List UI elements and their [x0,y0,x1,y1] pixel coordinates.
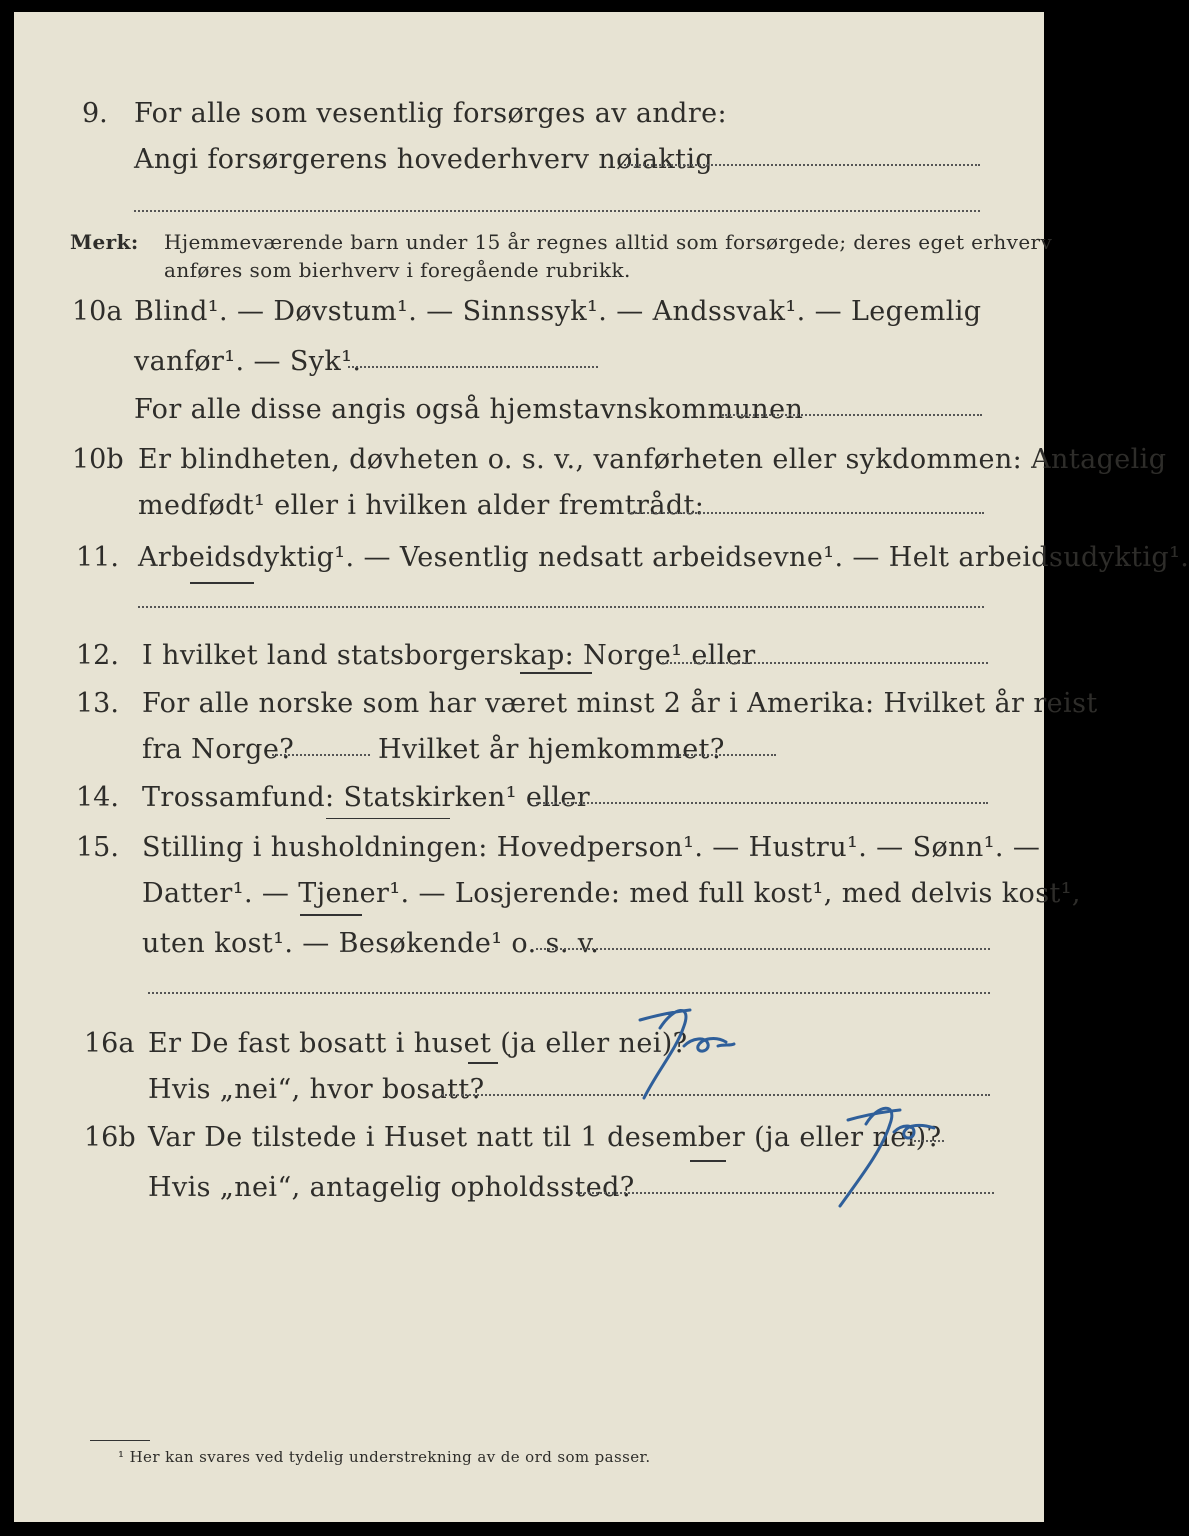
q13-reist-line[interactable] [272,754,370,756]
q15-text-line3: uten kost¹. — Besøkende¹ o. s. v. [142,928,600,959]
footnote-rule [90,1440,150,1441]
q13-text-line2a: fra Norge? [142,734,295,765]
q10b-text-line1: Er blindheten, døvheten o. s. v., vanførheten eller sykdommen: Antagelig [138,444,1167,475]
q10b-text-line2: medfødt¹ eller i hvilken alder fremtrådt: [138,490,705,521]
q15-answer-line[interactable] [536,948,990,950]
merk-text-line2: anføres som bierhverv i foregående rubrikk. [164,258,631,282]
q10a-text-line3: For alle disse angis også hjemstavnskommunen [134,394,804,425]
q15-answer-line-2[interactable] [148,992,990,994]
q10a-text-line1: Blind¹. — Døvstum¹. — Sinnssyk¹. — Andssvak¹. — Legemlig [134,296,982,327]
q16b-handwritten-answer [804,1094,944,1214]
q13-text-line2b: Hvilket år hjemkommet? [378,734,725,765]
q12-number: 12. [76,640,119,671]
q16a-text-line2: Hvis „nei“, hvor bosatt? [148,1074,485,1105]
q11-answer-line[interactable] [138,606,984,608]
q16a-handwritten-answer [614,998,744,1108]
q15-tjener-underline [300,914,362,916]
q13-number: 13. [76,688,119,719]
q10a-answer-line[interactable] [348,366,598,368]
q12-answer-line[interactable] [662,662,988,664]
q11-number: 11. [76,542,119,573]
q14-answer-line[interactable] [536,802,988,804]
q14-text-line1: Trossamfund: Statskirken¹ eller [142,782,591,813]
q9-number: 9. [82,98,108,129]
q14-statskirken-underline [326,818,450,819]
q9-answer-line[interactable] [624,164,980,166]
q16a-text-line1: Er De fast bosatt i huset (ja eller nei)? [148,1028,688,1059]
q16a-ja-underline [468,1062,498,1064]
q14-number: 14. [76,782,119,813]
q11-text-line1: Arbeidsdyktig¹. — Vesentlig nedsatt arbeidsevne¹. — Helt arbeidsudyktig¹. [138,542,1189,573]
q12-text-line1: I hvilket land statsborgerskap: Norge¹ eller [142,640,756,671]
q9-answer-line-2[interactable] [134,210,980,212]
q10a-number: 10a [72,296,123,327]
q12-norge-underline [520,672,592,674]
census-form-page [14,12,1189,1522]
q15-number: 15. [76,832,119,863]
merk-label: Merk: [70,230,139,254]
q13-text-line1: For alle norske som har været minst 2 år i Amerika: Hvilket år reist [142,688,1098,719]
q10b-number: 10b [72,444,124,475]
footnote-text: ¹ Her kan svares ved tydelig understrekning av de ord som passer. [118,1448,651,1466]
q15-text-line2: Datter¹. — Tjener¹. — Losjerende: med full kost¹, med delvis kost¹, [142,878,1081,909]
q16a-number: 16a [84,1028,135,1059]
merk-text-line1: Hjemmeværende barn under 15 år regnes alltid som forsørgede; deres eget erhverv [164,230,1053,254]
q9-text-line1: For alle som vesentlig forsørges av andre: [134,98,728,129]
q10a-text-line2: vanfør¹. — Syk¹. [134,346,362,377]
q16b-ja-underline [690,1160,726,1162]
q16b-text-line2: Hvis „nei“, antagelig opholdssted? [148,1172,635,1203]
q9-text-line2: Angi forsørgerens hovederhverv nøiaktig [134,144,714,175]
q16b-text-line1: Var De tilstede i Huset natt til 1 desember (ja eller nei)? [148,1122,942,1153]
q16b-number: 16b [84,1122,136,1153]
q13-hjemkommet-line[interactable] [676,754,776,756]
q10b-answer-line[interactable] [628,512,984,514]
q15-text-line1: Stilling i husholdningen: Hovedperson¹. — Hustru¹. — Sønn¹. — [142,832,1041,863]
q11-underline-mark [190,582,254,584]
q10a-kommune-line[interactable] [722,414,982,416]
